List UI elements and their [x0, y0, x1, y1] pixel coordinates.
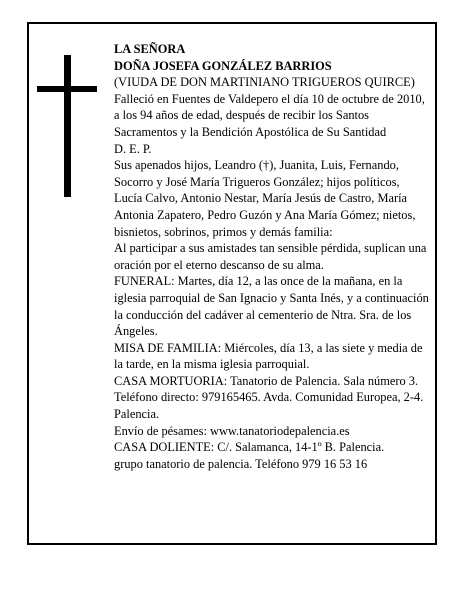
cross-icon-bar	[37, 86, 97, 92]
family-paragraph: Sus apenados hijos, Leandro (†), Juanita, Luis, Fernando, Socorro y José María Trigueros González; hijos políticos, Lucía Calvo, Antonio Nestar, María Jesús de Castro, María Antonia Zapatero, Pedro Guzón y Ana María Gómez; nietos, bisnietos, sobrinos, primos y demás familia:	[114, 158, 416, 239]
dep: D. E. P.	[114, 141, 152, 156]
family-mass-paragraph: MISA DE FAMILIA: Miércoles, día 13, a las siete y media de la tarde, en la misma iglesia parroquial.	[114, 340, 423, 372]
house-line: CASA DOLIENTE: C/. Salamanca, 14-1º B. Palencia.	[114, 440, 385, 455]
cross-icon	[64, 55, 71, 197]
mortuary-paragraph: CASA MORTUORIA: Tanatorio de Palencia. Sala número 3. Teléfono directo: 979165465. Avda. Comunidad Europea, 2-4. Palencia.	[114, 373, 424, 422]
deceased-name: DOÑA JOSEFA GONZÁLEZ BARRIOS	[114, 58, 332, 73]
request-paragraph: Al participar a sus amistades tan sensible pérdida, suplican una oración por el eterno descanso de su alma.	[114, 241, 427, 272]
obituary-text	[114, 41, 430, 472]
funeral-paragraph: FUNERAL: Martes, día 12, a las once de la mañana, en la iglesia parroquial de San Ignacio y Santa Inés, y a continuación la conducción del cadáver al cementerio de Ntra. Sra. de los Ángeles.	[114, 274, 429, 339]
condolences-line: Envío de pésames: www.tanatoriodepalencia.es	[114, 423, 350, 438]
widow-line: (VIUDA DE DON MARTINIANO TRIGUEROS QUIRCE)	[114, 75, 415, 90]
group-line: grupo tanatorio de palencia. Teléfono 979 16 53 16	[114, 456, 368, 471]
death-paragraph: Falleció en Fuentes de Valdepero el día 10 de octubre de 2010, a los 94 años de edad, después de recibir los Santos Sacramentos y la Bendición Apostólica de Su Santidad	[114, 91, 425, 139]
title: LA SEÑORA	[114, 42, 186, 56]
